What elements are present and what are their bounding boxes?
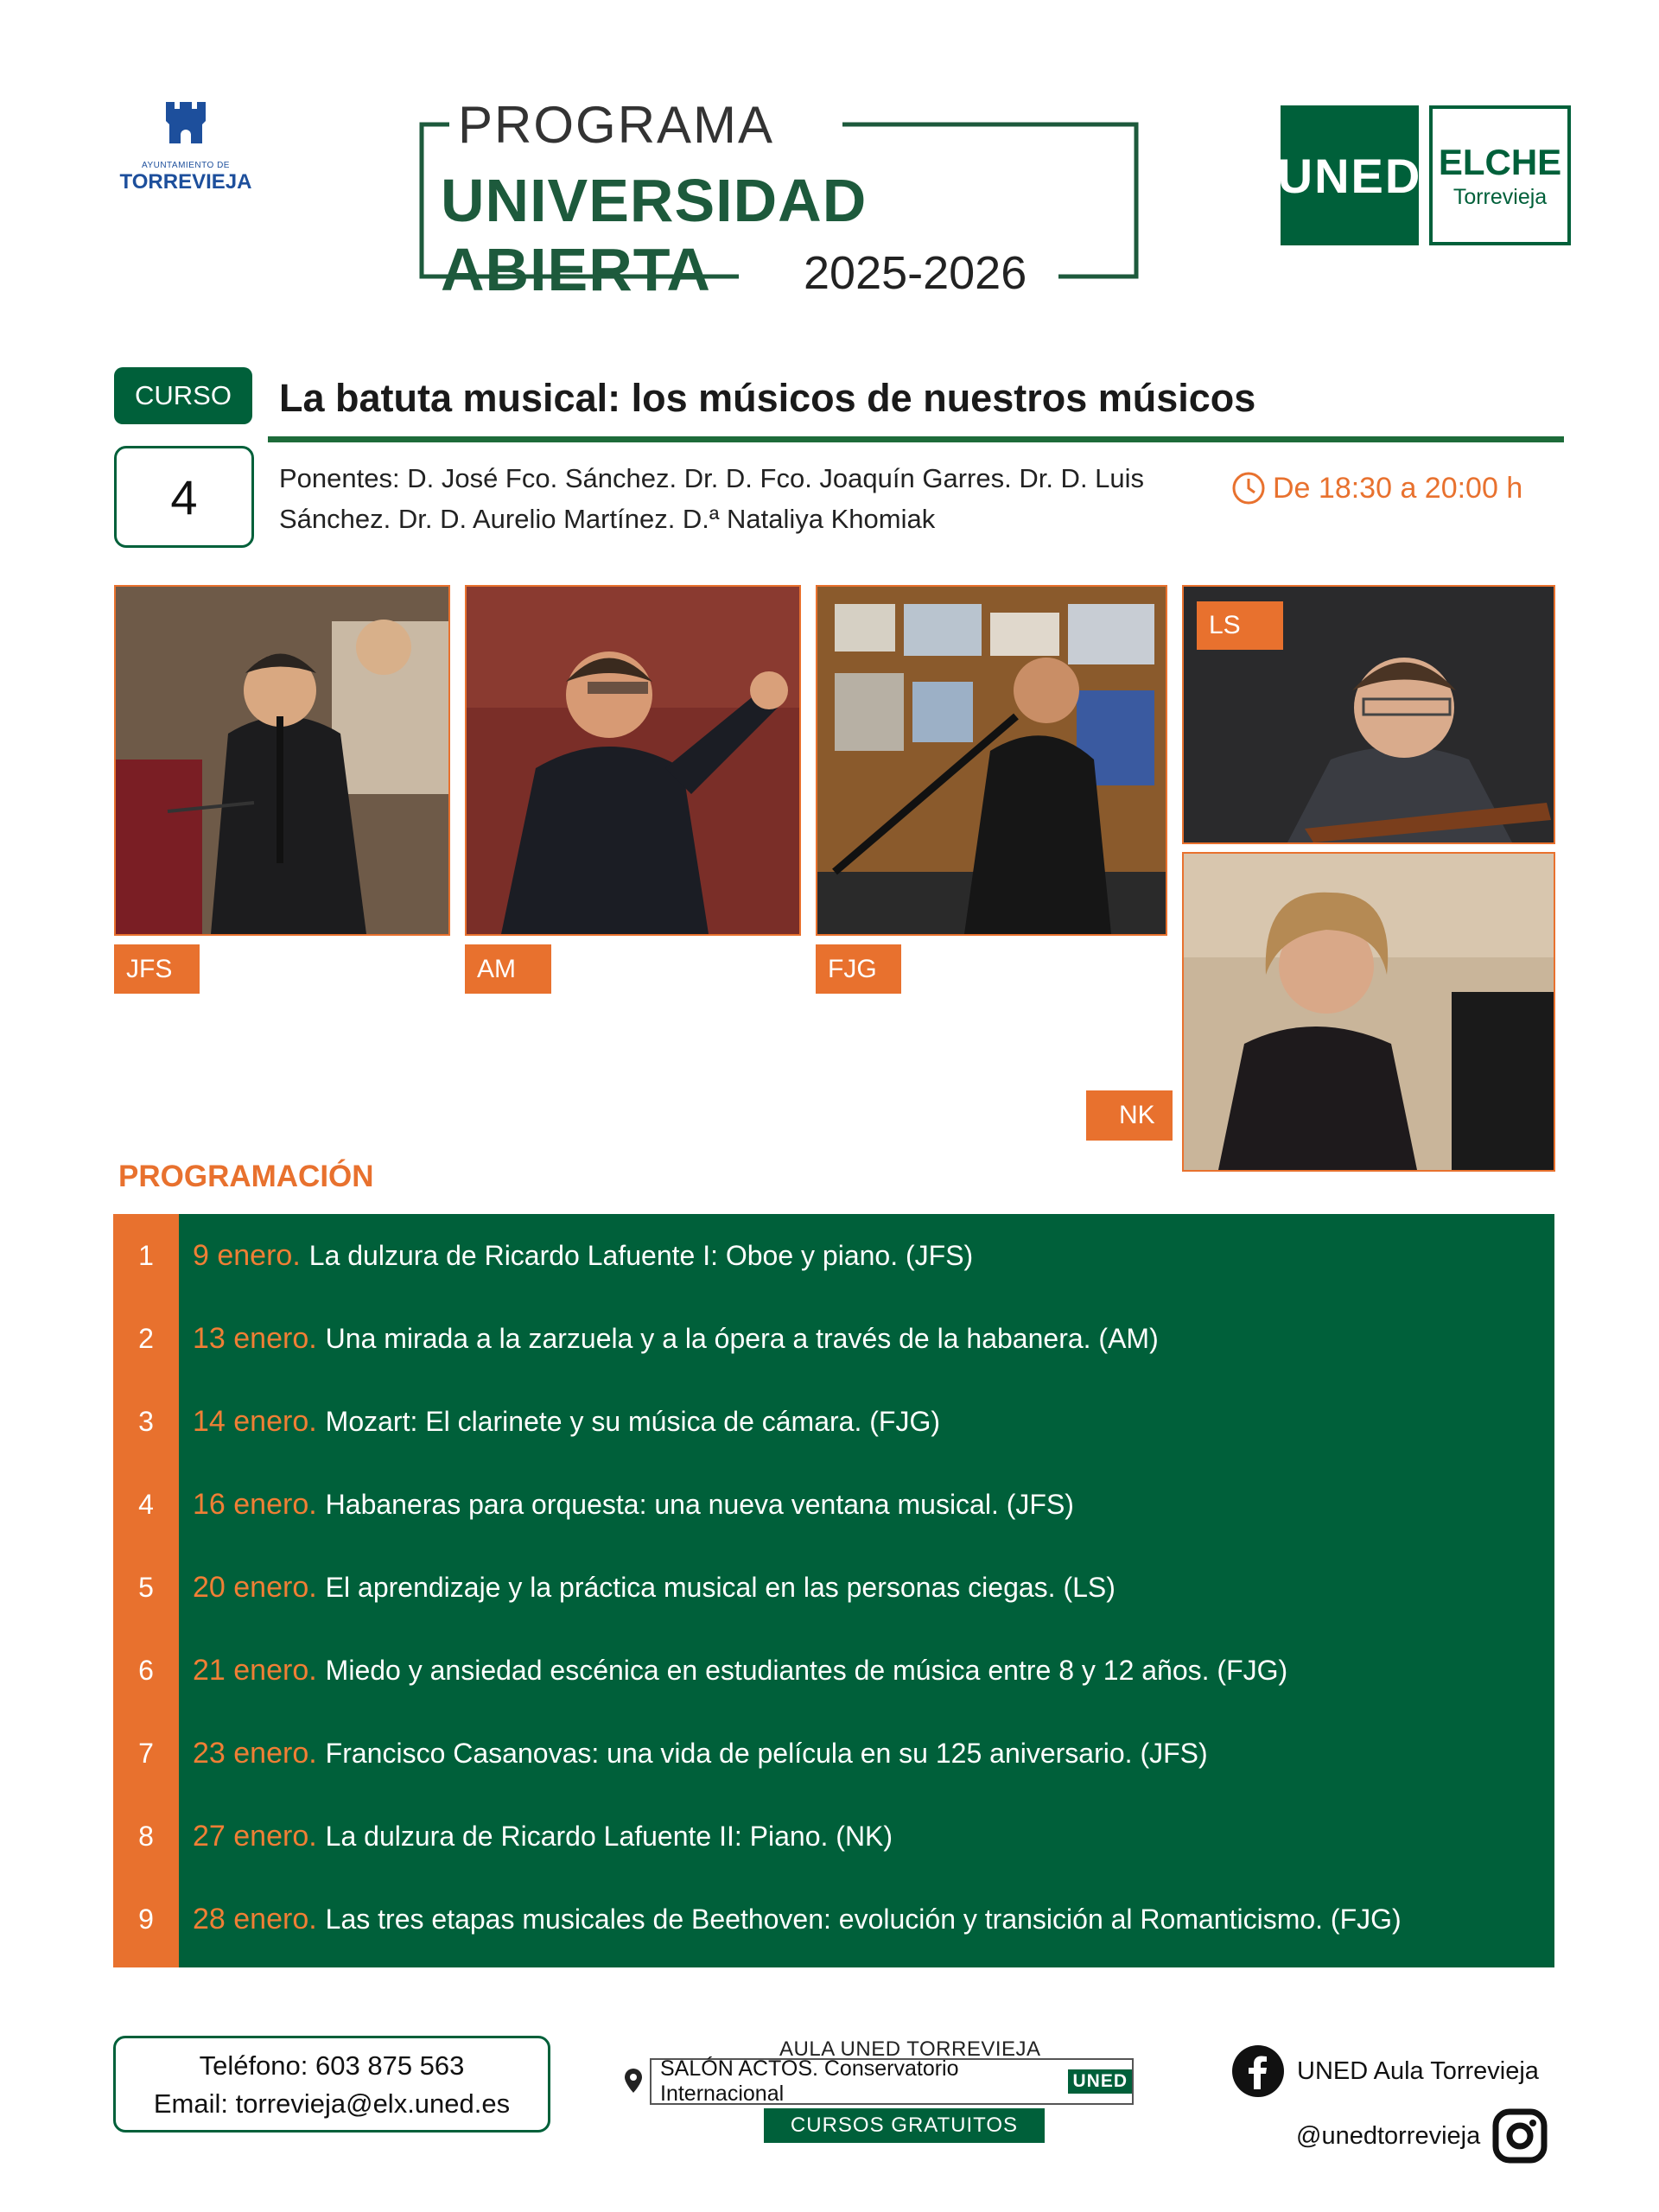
venue-name: SALÓN ACTOS. Conservatorio Internacional — [660, 2056, 959, 2106]
session-title: Las tres etapas musicales de Beethoven: evolución y transición al Romanticismo. (FJG) — [325, 1903, 1402, 1935]
facebook-label: UNED Aula Torrevieja — [1297, 2056, 1539, 2085]
photo-nk — [1182, 852, 1555, 1172]
session-date: 9 enero. — [193, 1238, 301, 1272]
speakers-list: Ponentes: D. José Fco. Sánchez. Dr. D. Fco. Joaquín Garres. Dr. D. Luis Sánchez. Dr. D. Aurelio Martínez. D.ª Nataliya Khomiak — [279, 463, 1145, 534]
photo-tag-ls: LS — [1197, 601, 1283, 650]
session-date: 16 enero. — [193, 1487, 317, 1521]
session-row — [113, 1795, 1554, 1878]
photo-tag-jfs: JFS — [114, 944, 200, 994]
session-title: Miedo y ansiedad escénica en estudiantes de música entre 8 y 12 años. (FJG) — [325, 1654, 1288, 1686]
contact-box — [113, 2036, 550, 2133]
session-row — [113, 1629, 1554, 1712]
elche-block — [1429, 105, 1571, 245]
clock-icon — [1231, 471, 1266, 505]
session-title: Una mirada a la zarzuela y a la ópera a través de la habanera. (AM) — [325, 1322, 1159, 1354]
programacion-table — [113, 1214, 1554, 1967]
session-number: 2 — [138, 1322, 154, 1354]
session-number: 1 — [138, 1239, 154, 1271]
programa-word: PROGRAMA — [458, 96, 775, 154]
session-number: 9 — [138, 1903, 154, 1935]
elche-name: ELCHE — [1438, 142, 1562, 182]
curso-number: 4 — [114, 446, 254, 548]
photo-fjg — [816, 585, 1167, 936]
session-date: 13 enero. — [193, 1321, 317, 1355]
session-date: 20 enero. — [193, 1570, 317, 1604]
email[interactable]: Email: torrevieja@elx.uned.es — [153, 2088, 511, 2119]
programa-year: 2025-2026 — [804, 247, 1027, 299]
venue-title: AULA UNED TORREVIEJA — [779, 2037, 1041, 2061]
session-number: 3 — [138, 1405, 154, 1437]
session-row — [113, 1463, 1554, 1546]
title-divider — [268, 436, 1564, 442]
session-row — [113, 1546, 1554, 1629]
photo-am — [465, 585, 801, 936]
session-title: Habaneras para orquesta: una nueva ventana musical. (JFS) — [325, 1488, 1074, 1520]
phone[interactable]: Teléfono: 603 875 563 — [199, 2050, 465, 2081]
instagram-icon — [1492, 2108, 1548, 2164]
elche-sub: Torrevieja — [1452, 185, 1548, 209]
session-title: Francisco Casanovas: una vida de película en su 125 aniversario. (JFS) — [325, 1737, 1208, 1769]
session-date: 28 enero. — [193, 1902, 317, 1936]
instagram-link[interactable] — [1296, 2108, 1548, 2164]
photo-tag-am: AM — [465, 944, 551, 994]
location-pin-icon — [624, 2068, 643, 2094]
facebook-link[interactable] — [1231, 2044, 1539, 2098]
photo-tag-nk: NK — [1086, 1090, 1173, 1141]
curso-badge: CURSO — [114, 367, 252, 424]
programa-header — [415, 86, 1141, 303]
session-title: Mozart: El clarinete y su música de cámara. (FJG) — [325, 1405, 940, 1437]
free-courses-badge: CURSOS GRATUITOS — [764, 2108, 1045, 2143]
session-number: 8 — [138, 1820, 154, 1852]
session-date: 14 enero. — [193, 1404, 317, 1438]
uned-logo-text: UNED — [1281, 105, 1419, 245]
session-row — [113, 1214, 1554, 1297]
programa-title: UNIVERSIDAD ABIERTA — [441, 167, 868, 303]
session-date: 27 enero. — [193, 1819, 317, 1853]
session-date: 21 enero. — [193, 1653, 317, 1687]
uned-elche-logo — [1277, 105, 1571, 245]
session-title: La dulzura de Ricardo Lafuente I: Oboe y piano. (JFS) — [308, 1239, 974, 1271]
photo-tag-fjg: FJG — [816, 944, 901, 994]
photo-jfs — [114, 585, 450, 936]
venue-box — [650, 2058, 1134, 2105]
session-date: 23 enero. — [193, 1736, 317, 1770]
torrevieja-name: TORREVIEJA — [119, 170, 252, 194]
session-number: 7 — [138, 1737, 154, 1769]
programacion-heading: PROGRAMACIÓN — [118, 1160, 374, 1193]
schedule-text: De 18:30 a 20:00 h — [1273, 471, 1523, 505]
venue-info — [624, 2037, 1142, 2150]
facebook-icon — [1231, 2044, 1285, 2098]
tower-icon — [156, 95, 216, 156]
session-number: 6 — [138, 1654, 154, 1686]
venue-uned-badge: UNED — [1068, 2069, 1132, 2094]
session-number: 5 — [138, 1571, 154, 1603]
session-row — [113, 1878, 1554, 1961]
instagram-label: @unedtorrevieja — [1296, 2121, 1481, 2150]
torrevieja-logo — [104, 95, 268, 216]
session-row — [113, 1380, 1554, 1463]
session-title: La dulzura de Ricardo Lafuente II: Piano. (NK) — [325, 1820, 893, 1852]
session-row — [113, 1712, 1554, 1795]
schedule — [1231, 471, 1522, 505]
session-title: El aprendizaje y la práctica musical en las personas ciegas. (LS) — [325, 1571, 1116, 1603]
session-number: 4 — [138, 1488, 154, 1520]
course-title: La batuta musical: los músicos de nuestros músicos — [279, 376, 1256, 420]
session-row — [113, 1297, 1554, 1380]
torrevieja-small-text: AYUNTAMIENTO DE — [142, 161, 230, 170]
